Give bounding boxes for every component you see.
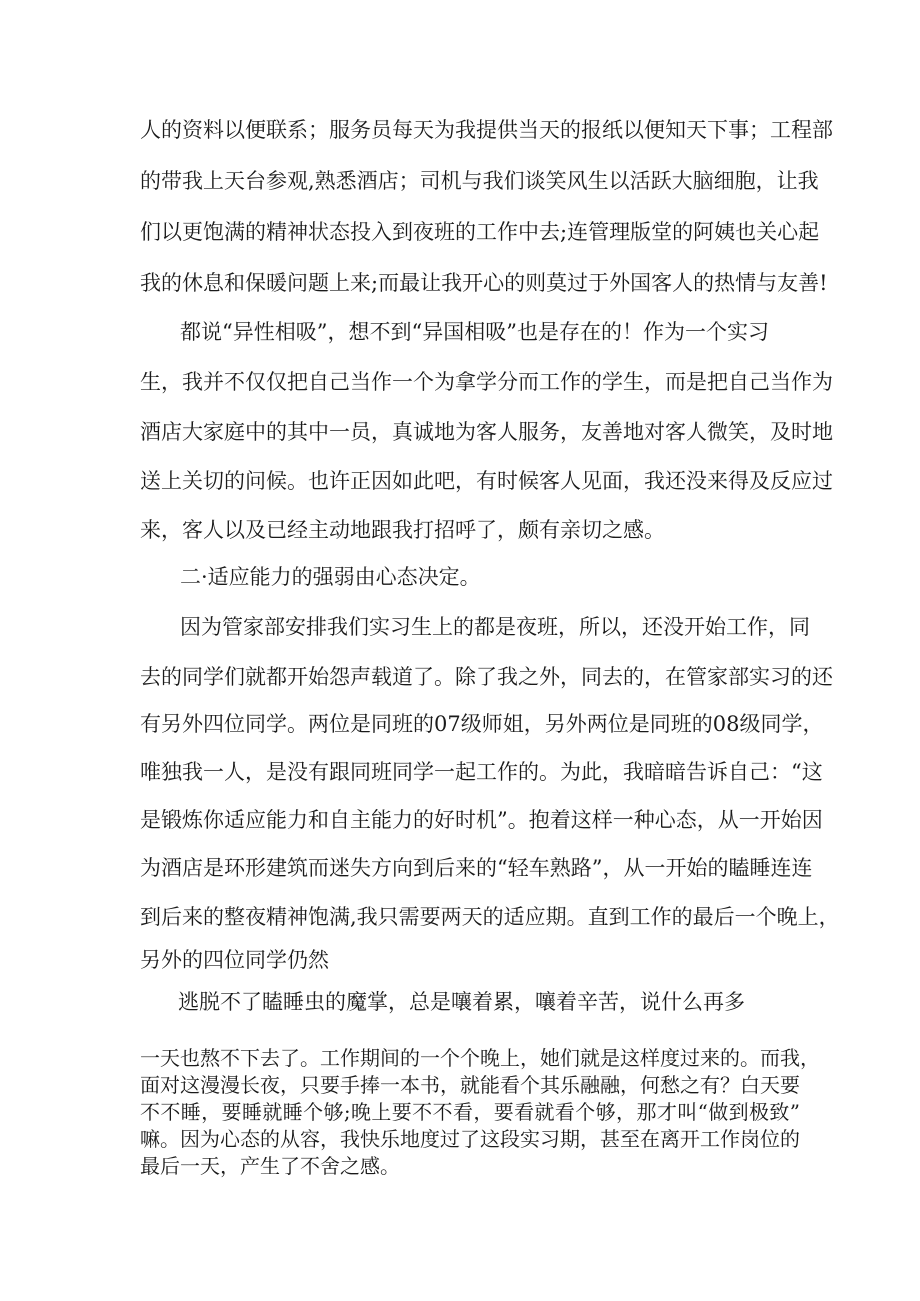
paragraph-1-line-1: 人的资料以便联系；服务员每天为我提供当天的报纸以便知天下事；工程部 — [140, 118, 833, 142]
paragraph-2-line-4: 送上关切的问候。也许正因如此吧，有时候客人见面，我还没来得及反应过 — [140, 469, 833, 493]
paragraph-2-line-3: 酒店大家庭中的其中一员，真诚地为客人服务，友善地对客人微笑，及时地 — [140, 420, 833, 444]
paragraph-2-line-5: 来，客人以及已经主动地跟我打招呼了，颇有亲切之感。 — [140, 518, 665, 542]
paragraph-1-line-2: 的带我上天台参观,熟悉酒店；司机与我们谈笑风生以活跃大脑细胞，让我 — [140, 169, 819, 193]
paragraph-5-line-5: 最后一天，产生了不舍之感。 — [140, 1154, 400, 1178]
paragraph-5-line-2: 面对这漫漫长夜，只要手捧一本书，就能看个其乐融融，何愁之有？白天要 — [140, 1073, 800, 1097]
paragraph-2-line-1: 都说“异性相吸”，想不到“异国相吸”也是存在的！作为一个实习 — [180, 320, 769, 344]
paragraph-1-line-4: 我的休息和保暖问题上来;而最让我开心的则莫过于外国客人的热情与友善! — [140, 271, 828, 295]
paragraph-3-line-6: 为酒店是环形建筑而迷失方向到后来的“轻车熟路”，从一开始的瞌睡连连 — [140, 856, 813, 880]
paragraph-5-line-1: 一天也熬不下去了。工作期间的一个个晚上，她们就是这样度过来的。而我， — [140, 1046, 820, 1070]
paragraph-2-line-2: 生，我并不仅仅把自己当作一个为拿学分而工作的学生，而是把自己当作为 — [140, 370, 833, 394]
paragraph-5-line-3: 不不睡，要睡就睡个够;晚上要不不看，要看就看个够，那才叫“做到极致” — [140, 1100, 800, 1124]
paragraph-4-line-1: 逃脱不了瞌睡虫的魔掌，总是嚷着累，嚷着辛苦，说什么再多 — [178, 990, 745, 1014]
paragraph-3-line-1: 因为管家部安排我们实习生上的都是夜班，所以，还没开始工作，同 — [180, 615, 810, 639]
paragraph-3-line-3: 有另外四位同学。两位是同班的07级师姐，另外两位是同班的08级同学， — [140, 712, 824, 736]
paragraph-5-line-4: 嘛。因为心态的从容，我快乐地度过了这段实习期，甚至在离开工作岗位的 — [140, 1127, 800, 1151]
paragraph-1-line-3: 们以更饱满的精神状态投入到夜班的工作中去;连管理版堂的阿姨也关心起 — [140, 220, 820, 244]
paragraph-3-line-4: 唯独我一人，是没有跟同班同学一起工作的。为此，我暗暗告诉自己：“这 — [140, 760, 823, 784]
paragraph-3-line-2: 去的同学们就都开始怨声载道了。除了我之外，同去的，在管家部实习的还 — [140, 665, 833, 689]
paragraph-3-line-7: 到后来的整夜精神饱满,我只需要两天的适应期。直到工作的最后一个晚上， — [140, 905, 840, 929]
paragraph-3-line-8: 另外的四位同学仍然 — [140, 948, 329, 972]
section-heading: 二·适应能力的强弱由心态决定。 — [180, 565, 481, 589]
paragraph-3-line-5: 是锻炼你适应能力和自主能力的好时机”。抱着这样一种心态，从一开始因 — [140, 808, 823, 832]
